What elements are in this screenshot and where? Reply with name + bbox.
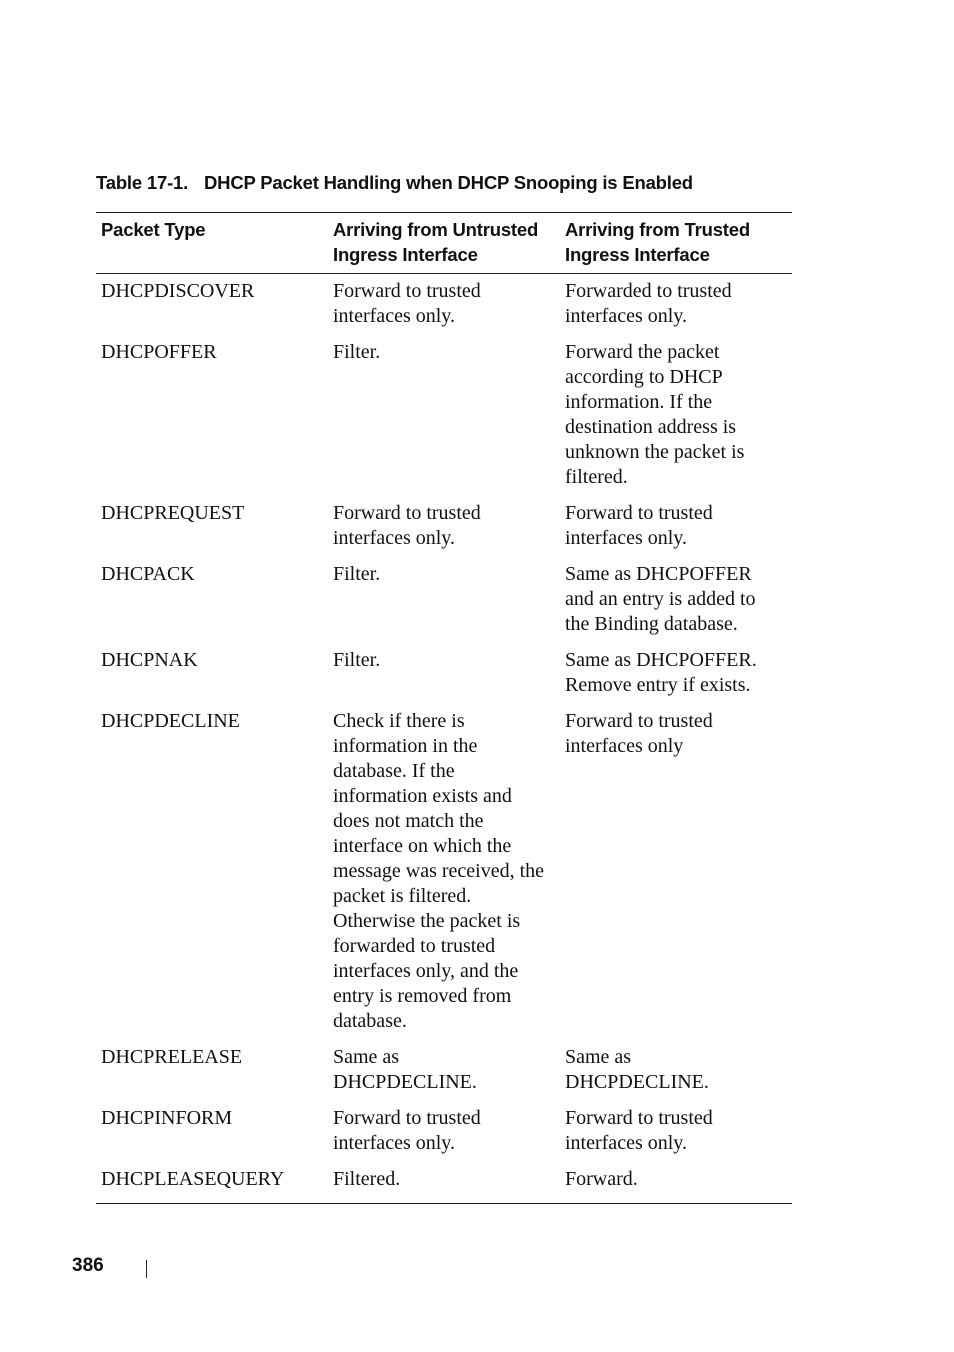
cell-line: interface on which the bbox=[333, 835, 512, 857]
cell-line: Filter. bbox=[333, 563, 381, 585]
cell-line: DHCPRELEASE bbox=[101, 1046, 243, 1068]
cell-untrusted bbox=[328, 648, 560, 698]
table-row bbox=[96, 704, 792, 1040]
cell-line: Forward to trusted bbox=[333, 280, 481, 302]
cell-packet-type bbox=[96, 340, 328, 490]
cell-untrusted bbox=[328, 501, 560, 551]
cell-line: information in the bbox=[333, 735, 478, 757]
cell-line: Forward the packet bbox=[565, 341, 720, 363]
cell-line: the Binding database. bbox=[565, 613, 738, 635]
table-body bbox=[96, 274, 792, 1198]
cell-line: interfaces only. bbox=[333, 305, 455, 327]
cell-line: DHCPDECLINE. bbox=[333, 1071, 477, 1093]
cell-line: Forward to trusted bbox=[565, 502, 713, 524]
cell-untrusted bbox=[328, 279, 560, 329]
footer-divider bbox=[146, 1260, 147, 1278]
cell-line: packet is filtered. bbox=[333, 885, 472, 907]
cell-untrusted bbox=[328, 562, 560, 637]
table-row bbox=[96, 335, 792, 496]
cell-packet-type bbox=[96, 1106, 328, 1156]
cell-trusted bbox=[560, 709, 792, 1034]
cell-packet-type bbox=[96, 562, 328, 637]
header-line: Ingress Interface bbox=[565, 244, 710, 265]
cell-line: DHCPDECLINE. bbox=[565, 1071, 709, 1093]
page-number: 386 bbox=[72, 1255, 104, 1276]
cell-trusted bbox=[560, 501, 792, 551]
cell-untrusted bbox=[328, 1167, 560, 1192]
cell-line: database. bbox=[333, 1010, 407, 1032]
cell-line: Otherwise the packet is bbox=[333, 910, 521, 932]
header-packet-type bbox=[96, 217, 328, 267]
cell-trusted bbox=[560, 1167, 792, 1192]
header-line: Ingress Interface bbox=[333, 244, 478, 265]
cell-trusted bbox=[560, 562, 792, 637]
dhcp-packet-table bbox=[96, 212, 792, 1204]
header-line: Arriving from Untrusted bbox=[333, 219, 539, 240]
table-row bbox=[96, 1101, 792, 1162]
cell-line: according to DHCP bbox=[565, 366, 723, 388]
cell-line: DHCPDISCOVER bbox=[101, 280, 255, 302]
cell-packet-type bbox=[96, 1045, 328, 1095]
cell-trusted bbox=[560, 648, 792, 698]
table-row bbox=[96, 274, 792, 335]
cell-line: database. If the bbox=[333, 760, 455, 782]
cell-line: DHCPACK bbox=[101, 563, 195, 585]
cell-trusted bbox=[560, 1045, 792, 1095]
header-untrusted bbox=[328, 217, 560, 267]
cell-line: forwarded to trusted bbox=[333, 935, 496, 957]
table-row bbox=[96, 1162, 792, 1198]
header-line: Packet Type bbox=[101, 219, 206, 240]
cell-trusted bbox=[560, 340, 792, 490]
cell-line: Check if there is bbox=[333, 710, 465, 732]
cell-packet-type bbox=[96, 1167, 328, 1192]
cell-line: Same as DHCPOFFER. bbox=[565, 649, 757, 671]
table-row bbox=[96, 643, 792, 704]
header-line: Arriving from Trusted bbox=[565, 219, 750, 240]
cell-line: Forward to trusted bbox=[333, 1107, 481, 1129]
cell-line: message was received, the bbox=[333, 860, 545, 882]
cell-line: Same as bbox=[333, 1046, 400, 1068]
cell-line: Remove entry if exists. bbox=[565, 674, 751, 696]
cell-line: interfaces only bbox=[565, 735, 684, 757]
cell-line: Forward to trusted bbox=[565, 1107, 713, 1129]
cell-line: entry is removed from bbox=[333, 985, 512, 1007]
cell-line: DHCPDECLINE bbox=[101, 710, 240, 732]
cell-untrusted bbox=[328, 709, 560, 1034]
cell-line: information. If the bbox=[565, 391, 713, 413]
cell-line: Filter. bbox=[333, 341, 381, 363]
table-header-row bbox=[96, 213, 792, 274]
cell-line: interfaces only. bbox=[565, 1132, 687, 1154]
cell-untrusted bbox=[328, 340, 560, 490]
cell-line: interfaces only, and the bbox=[333, 960, 519, 982]
cell-line: Same as DHCPOFFER bbox=[565, 563, 752, 585]
table-row bbox=[96, 1040, 792, 1101]
cell-line: interfaces only. bbox=[565, 305, 687, 327]
cell-untrusted bbox=[328, 1106, 560, 1156]
cell-trusted bbox=[560, 279, 792, 329]
cell-line: DHCPREQUEST bbox=[101, 502, 245, 524]
table-row bbox=[96, 496, 792, 557]
cell-packet-type bbox=[96, 709, 328, 1034]
cell-line: unknown the packet is bbox=[565, 441, 745, 463]
cell-line: interfaces only. bbox=[565, 527, 687, 549]
header-trusted bbox=[560, 217, 792, 267]
cell-line: DHCPINFORM bbox=[101, 1107, 233, 1129]
cell-trusted bbox=[560, 1106, 792, 1156]
table-caption bbox=[96, 172, 693, 194]
cell-untrusted bbox=[328, 1045, 560, 1095]
cell-line: Forwarded to trusted bbox=[565, 280, 732, 302]
cell-line: interfaces only. bbox=[333, 1132, 455, 1154]
cell-line: Forward to trusted bbox=[333, 502, 481, 524]
cell-line: Forward to trusted bbox=[565, 710, 713, 732]
cell-line: Filter. bbox=[333, 649, 381, 671]
cell-line: does not match the bbox=[333, 810, 484, 832]
table-title: DHCP Packet Handling when DHCP Snooping is Enabled bbox=[204, 172, 693, 193]
cell-line: Same as bbox=[565, 1046, 632, 1068]
table-row bbox=[96, 557, 792, 643]
cell-line: DHCPNAK bbox=[101, 649, 198, 671]
cell-line: and an entry is added to bbox=[565, 588, 756, 610]
cell-line: filtered. bbox=[565, 466, 628, 488]
cell-packet-type bbox=[96, 501, 328, 551]
cell-line: interfaces only. bbox=[333, 527, 455, 549]
cell-line: Filtered. bbox=[333, 1168, 401, 1190]
table-number: Table 17-1. bbox=[96, 172, 189, 193]
cell-packet-type bbox=[96, 279, 328, 329]
cell-line: Forward. bbox=[565, 1168, 638, 1190]
cell-line: DHCPOFFER bbox=[101, 341, 217, 363]
cell-line: information exists and bbox=[333, 785, 512, 807]
cell-line: DHCPLEASEQUERY bbox=[101, 1168, 285, 1190]
cell-line: destination address is bbox=[565, 416, 737, 438]
cell-packet-type bbox=[96, 648, 328, 698]
